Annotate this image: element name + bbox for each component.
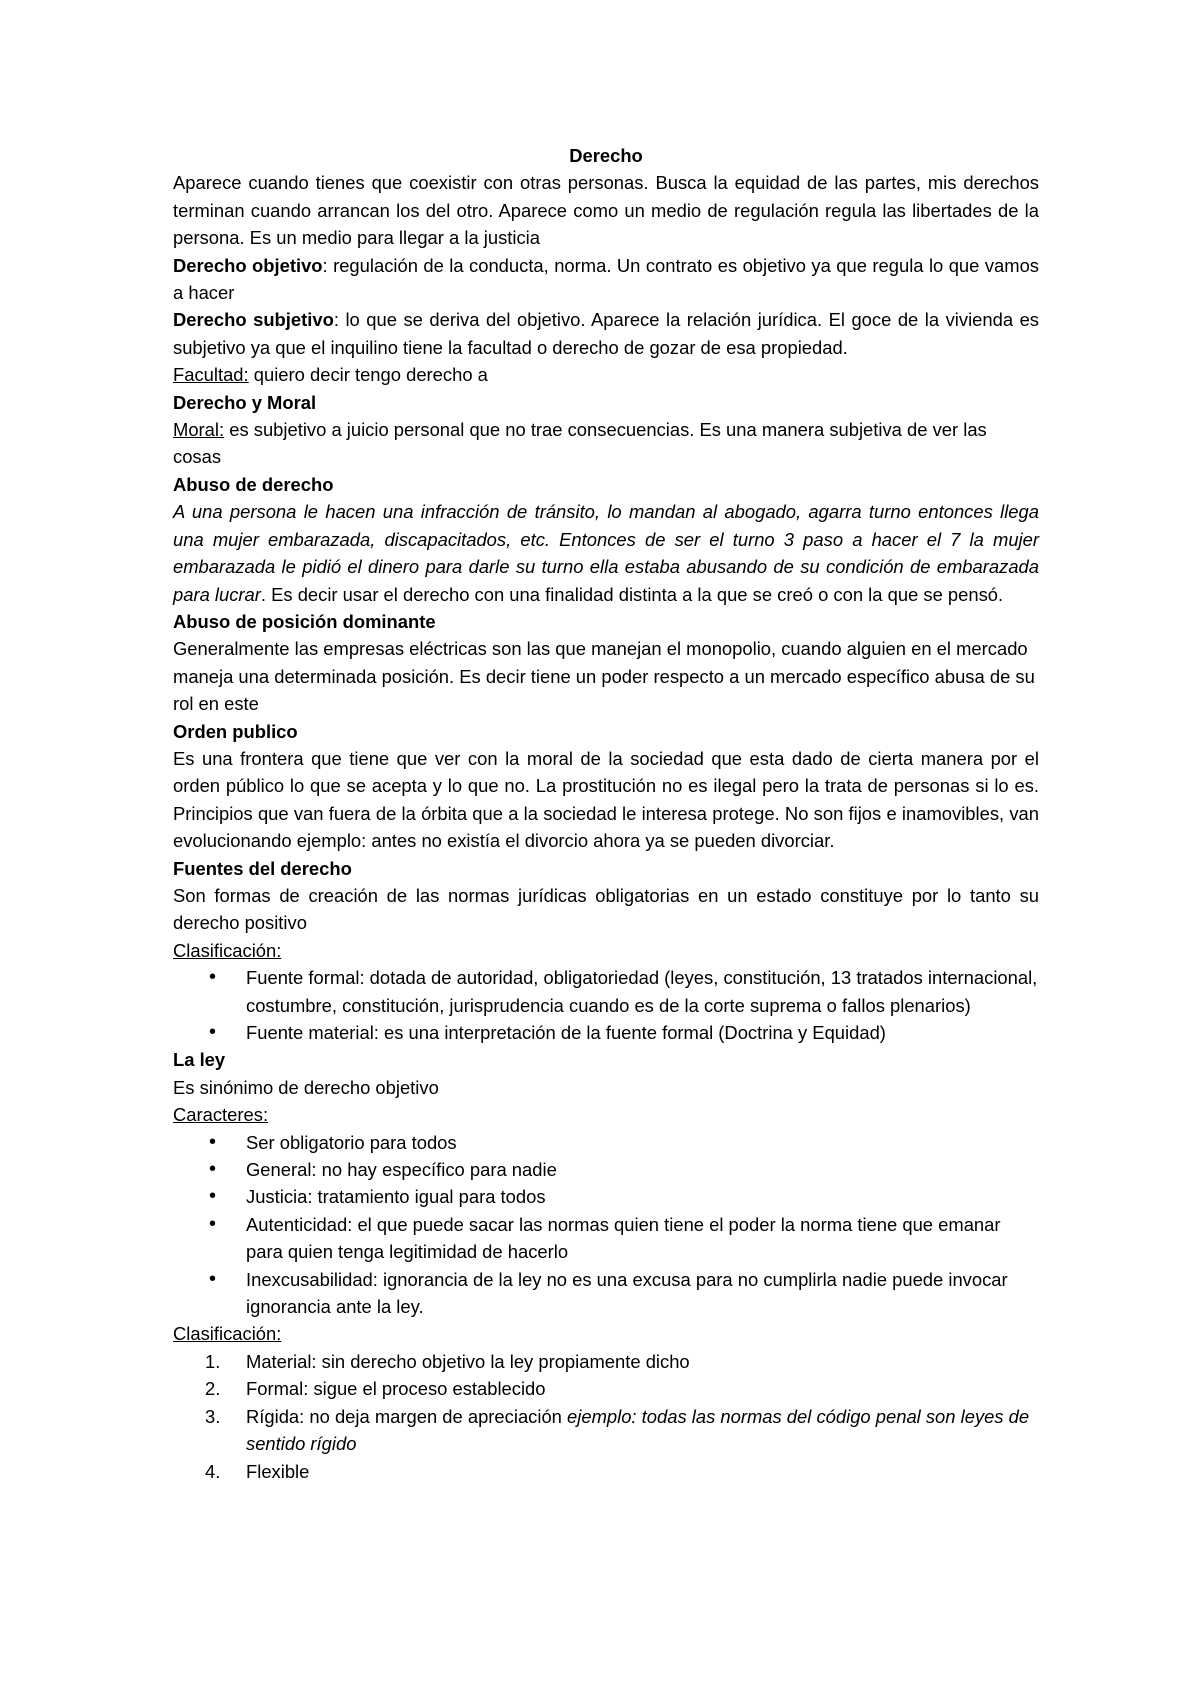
list-item <box>173 1348 1039 1375</box>
list-number: 2. <box>205 1378 221 1400</box>
subjetivo-term: Derecho subjetivo <box>173 309 334 331</box>
list-item: • Ser obligatorio para todos <box>173 1129 1039 1156</box>
list-item-example: ejemplo: todas las normas del código penal son leyes de sentido rígido <box>246 1405 1030 1455</box>
orden-publico-heading: Orden publico <box>173 720 298 742</box>
subjetivo-paragraph <box>173 306 1039 361</box>
list-item-text: Flexible <box>246 1460 310 1482</box>
derecho-moral-heading: Derecho y Moral <box>173 391 317 413</box>
list-item: • Fuente material: es una interpretación de la fuente formal (Doctrina y Equidad) <box>173 1019 1039 1046</box>
ley-paragraph: Es sinónimo de derecho objetivo <box>173 1076 439 1098</box>
facultad-term: Facultad: <box>173 364 249 386</box>
moral-paragraph <box>173 416 1039 471</box>
fuentes-clasificacion-label <box>173 937 1039 964</box>
list-item <box>173 1458 1039 1485</box>
moral-term: Moral: <box>173 419 225 441</box>
ley-heading: La ley <box>173 1049 226 1071</box>
abuso-derecho-example: A una persona le hacen una infracción de tránsito, lo mandan al abogado, agarra turno entonces llega una mujer embarazada, discapacitados, etc. Entonces de ser el turno 3 paso a hacer el 7 la mujer embarazada le pidió el dinero para darle su turno ella estaba abusando de su condición de embarazada para lucrar <box>173 501 1039 605</box>
document-body <box>173 142 1039 1485</box>
fuentes-heading: Fuentes del derecho <box>173 857 352 879</box>
intro-paragraph: Aparece cuando tienes que coexistir con otras personas. Busca la equidad de las partes, mis derechos terminan cuando arrancan los del otro. Aparece como un medio de regulación regula las libertades de la persona. Es un medio para llegar a la justicia <box>173 172 1039 249</box>
ley-clasificacion-text: Clasificación: <box>173 1323 282 1345</box>
list-number: 3. <box>205 1405 221 1427</box>
list-number: 4. <box>205 1460 221 1482</box>
caracteres-list <box>173 1129 1039 1321</box>
list-item: • Autenticidad: el que puede sacar las normas quien tiene el poder la norma tiene que emanar para quien tenga legitimidad de hacerlo <box>173 1211 1039 1266</box>
fuentes-clasificacion-text: Clasificación: <box>173 939 282 961</box>
ley-clasificacion-list <box>173 1348 1039 1485</box>
list-number: 1. <box>205 1350 221 1372</box>
objetivo-text: : regulación de la conducta, norma. Un contrato es objetivo ya que regula lo que vamos a hacer <box>173 254 1039 304</box>
caracteres-label <box>173 1101 1039 1128</box>
list-item-text: Rígida: no deja margen de apreciación <box>246 1405 568 1427</box>
ley-clasificacion-label <box>173 1320 1039 1347</box>
moral-text: es subjetivo a juicio personal que no trae consecuencias. Es una manera subjetiva de ver las cosas <box>173 419 987 468</box>
orden-publico-paragraph: Es una frontera que tiene que ver con la moral de la sociedad que esta dado de cierta manera por el orden público lo que se acepta y lo que no. La prostitución no es ilegal pero la trata de personas si lo es. Principios que van fuera de la órbita que a la sociedad le interesa protege. No son fijos e inamovibles, van evolucionando ejemplo: antes no existía el divorcio ahora ya se pueden divorciar. <box>173 747 1039 852</box>
abuso-posicion-heading: Abuso de posición dominante <box>173 610 436 632</box>
subjetivo-text: : lo que se deriva del objetivo. Aparece la relación jurídica. El goce de la vivienda es subjetivo ya que el inquilino tiene la facultad o derecho de gozar de esa propiedad. <box>173 309 1039 358</box>
document-title: Derecho <box>569 145 643 166</box>
facultad-text: quiero decir tengo derecho a <box>248 364 488 386</box>
list-item-text: Formal: sigue el proceso establecido <box>246 1378 546 1400</box>
list-item: • Inexcusabilidad: ignorancia de la ley no es una excusa para no cumplirla nadie puede invocar ignorancia ante la ley. <box>173 1266 1039 1321</box>
abuso-derecho-text: . Es decir usar el derecho con una finalidad distinta a la que se creó o con la que se pensó. <box>260 583 1004 605</box>
list-item: • Fuente formal: dotada de autoridad, obligatoriedad (leyes, constitución, 13 tratados internacional, costumbre, constitución, jurisprudencia cuando es de la corte suprema o fallos plenarios) <box>173 964 1039 1019</box>
objetivo-term: Derecho objetivo <box>173 254 323 276</box>
abuso-derecho-heading: Abuso de derecho <box>173 473 334 495</box>
fuentes-paragraph: Son formas de creación de las normas jurídicas obligatorias en un estado constituye por lo tanto su derecho positivo <box>173 884 1039 934</box>
abuso-derecho-paragraph <box>173 498 1039 608</box>
abuso-posicion-paragraph: Generalmente las empresas eléctricas son las que manejan el monopolio, cuando alguien en el mercado maneja una determinada posición. Es decir tiene un poder respecto a un mercado específico abusa de su rol en este <box>173 638 1035 715</box>
objetivo-paragraph <box>173 252 1039 307</box>
list-item-text: Material: sin derecho objetivo la ley propiamente dicho <box>246 1350 690 1372</box>
fuentes-list <box>173 964 1039 1046</box>
list-item: • General: no hay específico para nadie <box>173 1156 1039 1183</box>
list-item <box>173 1375 1039 1402</box>
list-item <box>173 1403 1039 1458</box>
list-item: • Justicia: tratamiento igual para todos <box>173 1183 1039 1210</box>
caracteres-text: Caracteres: <box>173 1104 269 1126</box>
facultad-paragraph <box>173 361 1039 388</box>
